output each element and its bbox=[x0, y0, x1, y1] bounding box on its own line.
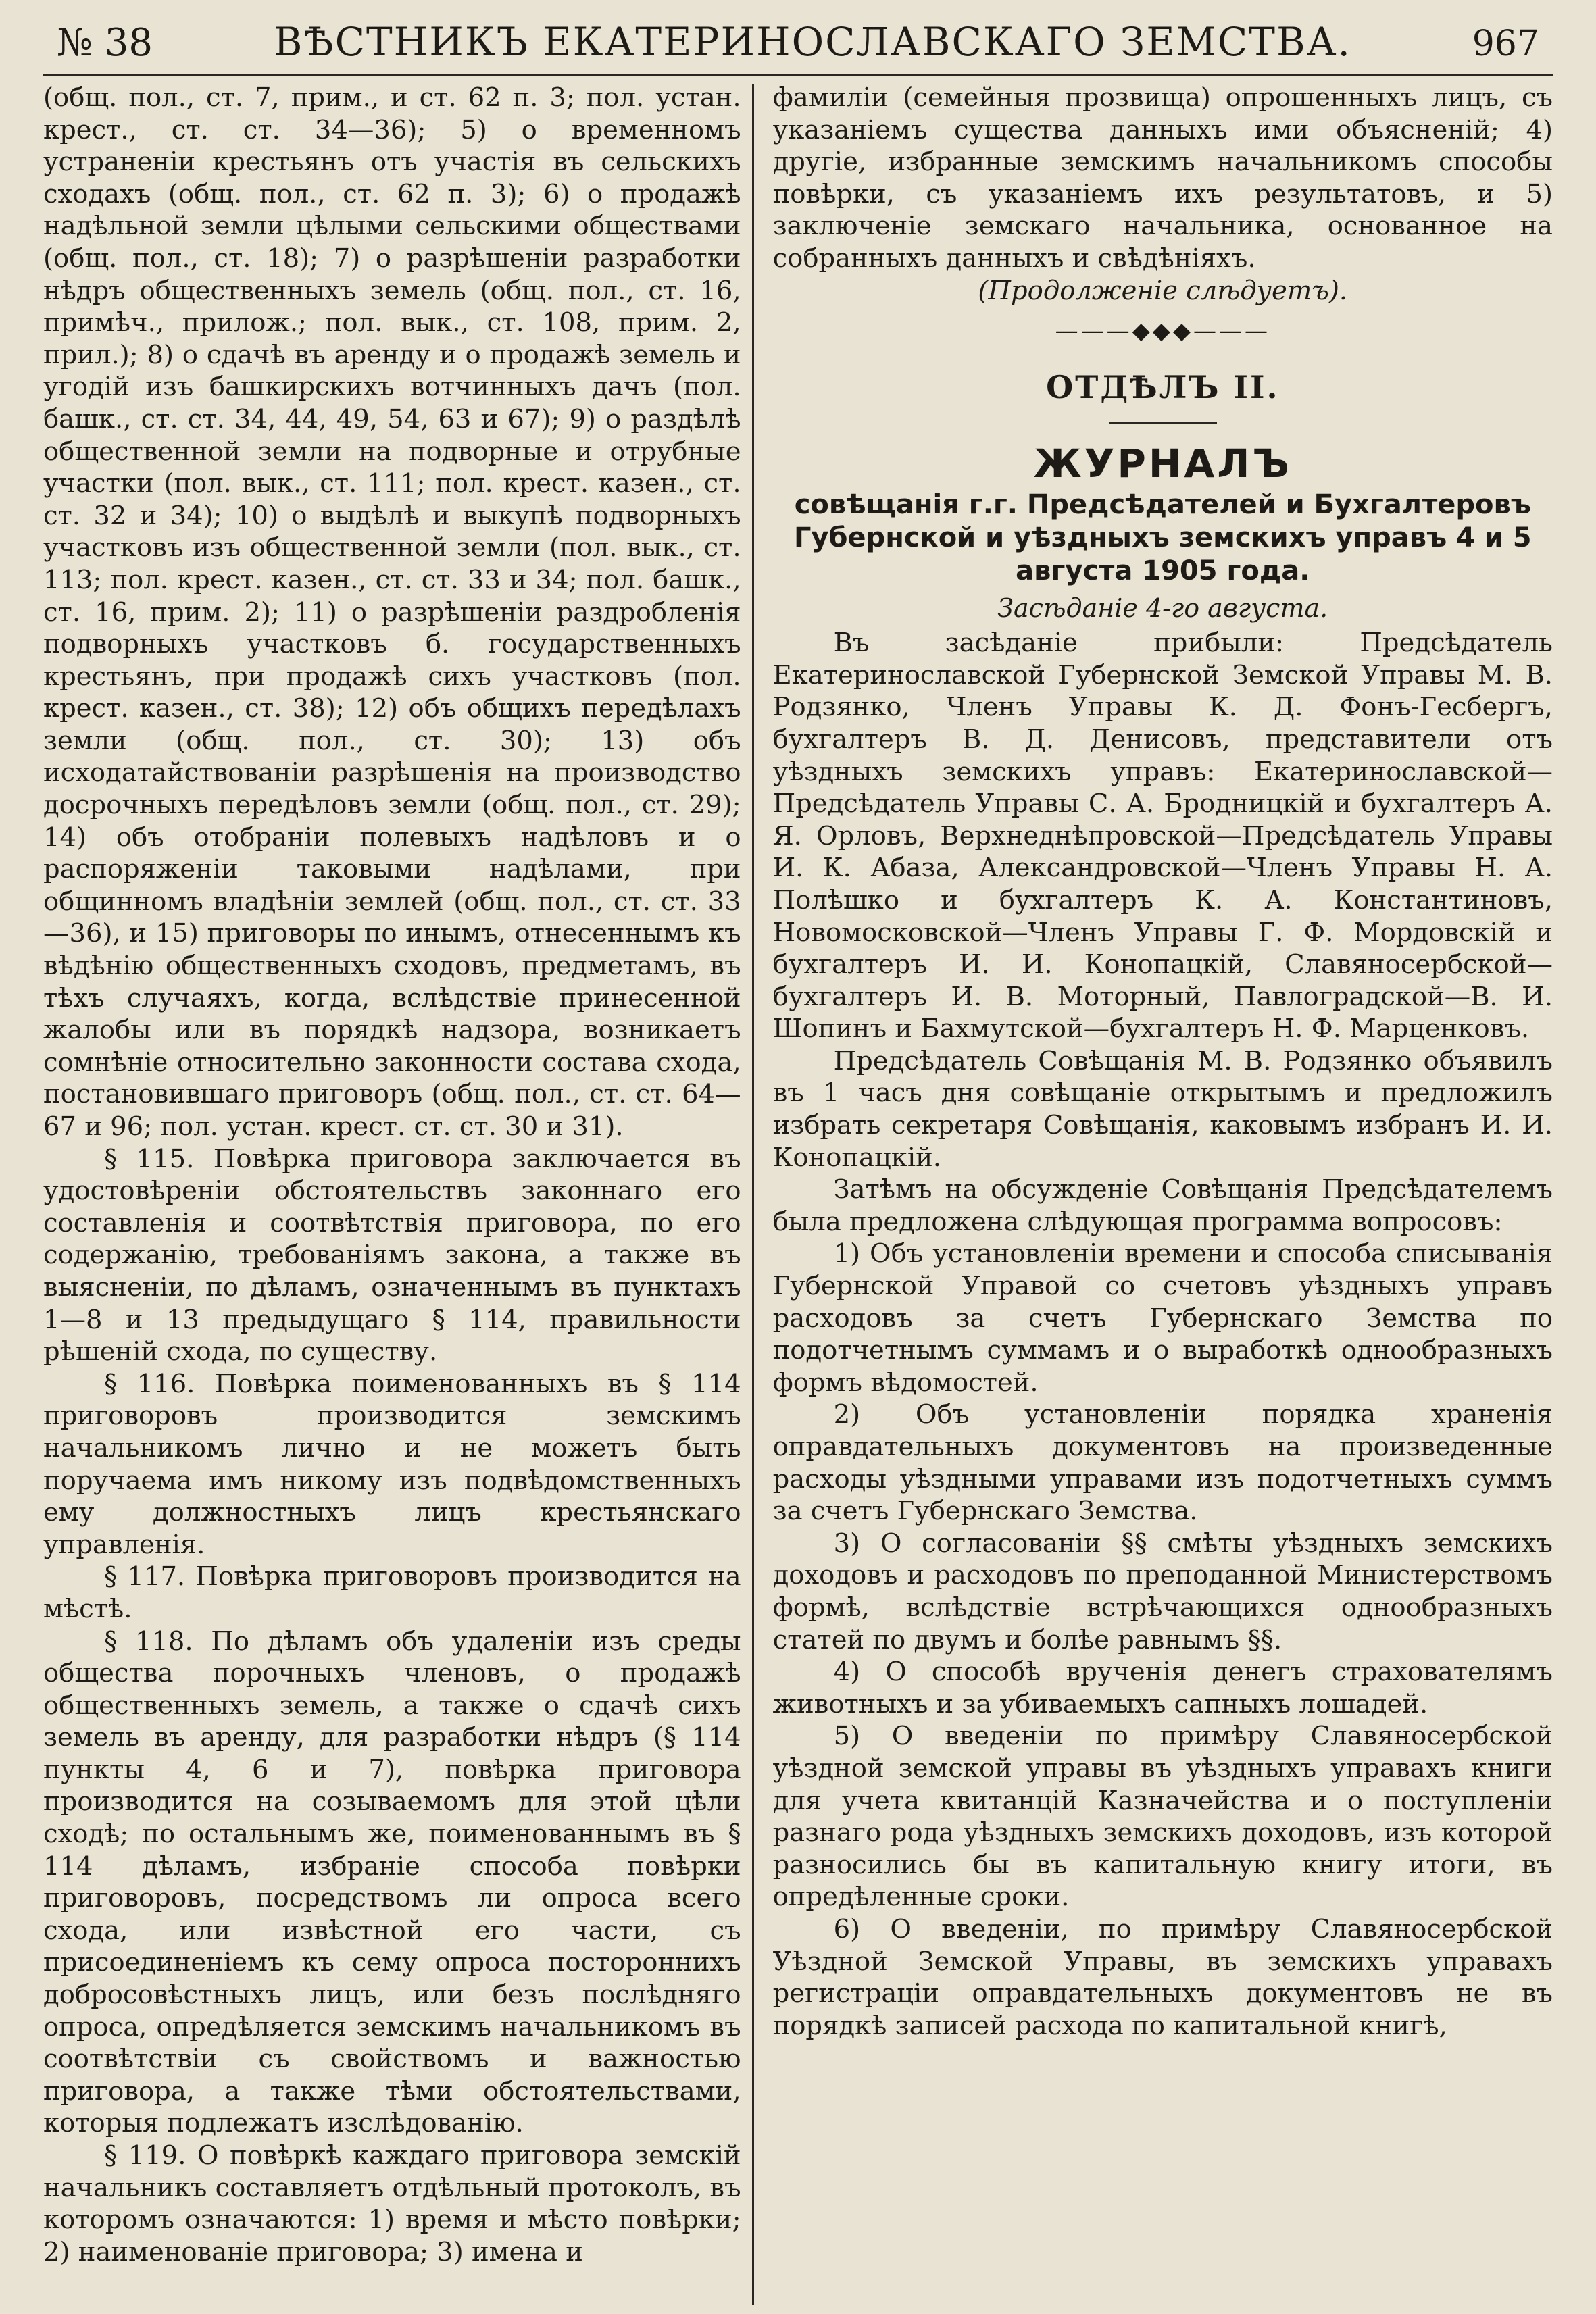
paragraph-119: § 119. О повѣркѣ каждаго приговора земскій начальникъ составляетъ отдѣльный протоколъ, въ которомъ означаются: 1) время и мѣсто повѣрки; 2) наименованіе приговора; 3) имена и bbox=[43, 2140, 741, 2267]
page-header bbox=[43, 19, 1553, 76]
paragraph-attendees: Въ засѣданіе прибыли: Предсѣдатель Екатеринославской Губернской Земской Управы М. В. Родзянко, Членъ Управы К. Д. Фонъ-Гесбергъ, бухгалтеръ В. Д. Денисовъ, представители отъ уѣздныхъ земскихъ управъ: Екатеринославской—Предсѣдатель Управы С. А. Бродницкій и бухгалтеръ А. Я. Орловъ, Верхнеднѣпровской—Предсѣдатель Управы И. К. Абаза, Александровской—Членъ Управы Н. А. Полѣшко и бухгалтеръ К. А. Константиновъ, Новомосковской—Членъ Управы Г. Ф. Мордовскій и бухгалтеръ И. И. Конопацкій, Славяносербской—бухгалтеръ И. В. Моторный, Павлоградской—В. И. Шопинъ и Бахмутской—бухгалтеръ Н. Ф. Марценковъ. bbox=[772, 628, 1553, 1045]
text-columns bbox=[43, 82, 1553, 2305]
program-item: 2) Объ установленіи порядка храненія оправдательныхъ документовъ на произведенные расходы уѣздными управами изъ подотчетныхъ суммъ за счетъ Губернскаго Земства. bbox=[772, 1399, 1553, 1527]
continuation-note: (Продолженіе слѣдуетъ). bbox=[978, 275, 1348, 306]
journal-title: ВѢСТНИКЪ ЕКАТЕРИНОСЛАВСКАГО ЗЕМСТВА. bbox=[273, 19, 1351, 65]
program-item: 4) О способѣ врученія денегъ страхователямъ животныхъ и за убиваемыхъ сапныхъ лошадей. bbox=[772, 1657, 1553, 1719]
paragraph-115: § 115. Повѣрка приговора заключается въ удостовѣреніи обстоятельствъ законнаго его составленія и соотвѣтствія приговора, по его содержанію, требованіямъ закона, а также въ выясненіи, по дѣламъ, означеннымъ въ пунктахъ 1—8 и 13 предыдущаго § 114, правильности рѣшеній схода, по существу. bbox=[43, 1143, 741, 1367]
right-column bbox=[754, 82, 1553, 2305]
paragraph: фамиліи (семейныя прозвища) опрошенныхъ лицъ, съ указаніемъ существа данныхъ ими объясненій; 4) другіе, избранные земскимъ начальникомъ способы повѣрки, съ указаніемъ ихъ результатовъ, и 5) заключеніе земскаго начальника, основанное на собранныхъ данныхъ и свѣдѣніяхъ. bbox=[772, 82, 1553, 274]
paragraph-117: § 117. Повѣрка приговоровъ производится на мѣстѣ. bbox=[43, 1561, 741, 1624]
short-rule bbox=[1109, 422, 1217, 424]
paragraph: (общ. пол., ст. 7, прим., и ст. 62 п. 3; пол. устан. крест., ст. ст. 34—36); 5) о временномъ устраненіи крестьянъ отъ участія въ сельскихъ сходахъ (общ. пол., ст. 62 п. 3); 6) о продажѣ надѣльной земли цѣлыми сельскими обществами (общ. пол., ст. 18); 7) о разрѣшеніи разработки нѣдръ общественныхъ земель (общ. пол., ст. 16, примѣч., прилож.; пол. вык., ст. 108, прим. 2, прил.); 8) о сдачѣ въ аренду и о продажѣ земель и угодій изъ башкирскихъ вотчинныхъ дачъ (пол. башк., ст. ст. 34, 44, 49, 54, 63 и 67); 9) о раздѣлѣ общественной земли на подворные и отрубные участки (пол. вык., ст. 111; пол. крест. казен., ст. ст. 32 и 34); 10) о выдѣлѣ и выкупѣ подворныхъ участковъ изъ общественной земли (пол. вык., ст. 113; пол. крест. казен., ст. ст. 33 и 34; пол. башк., ст. 16, прим. 2); 11) о разрѣшеніи раздробленія подворныхъ участковъ б. государственныхъ крестьянъ, при продажѣ сихъ участковъ (пол. крест. казен., ст. 38); 12) объ общихъ передѣлахъ земли (общ. пол., ст. 30); 13) объ исходатайствованіи разрѣшенія на производство досрочныхъ передѣловъ земли (общ. пол., ст. 29); 14) объ отобраніи полевыхъ надѣловъ и о распоряженіи таковыми надѣлами, при общинномъ владѣніи землей (общ. пол., ст. ст. 33—36), и 15) приговоры по инымъ, отнесеннымъ къ вѣдѣнію общественныхъ сходовъ, предметамъ, въ тѣхъ случаяхъ, когда, вслѣдствіе принесенной жалобы или въ порядкѣ надзора, возникаетъ сомнѣніе относительно законности состава схода, постановившаго приговоръ (общ. пол., ст. ст. 64—67 и 96; пол. устан. крест. ст. ст. 30 и 31). bbox=[43, 82, 741, 1142]
session-date: Засѣданіе 4-го августа. bbox=[997, 593, 1328, 624]
section-heading: ОТДѢЛЪ II. bbox=[1046, 369, 1280, 406]
page-number: 967 bbox=[1472, 24, 1539, 64]
paragraph-116: § 116. Повѣрка поименованныхъ въ § 114 приговоровъ производится земскимъ начальникомъ лично и не можетъ быть поручаема имъ никому изъ подвѣдомственныхъ ему должностныхъ лицъ крестьянскаго управленія. bbox=[43, 1368, 741, 1560]
program-item: 6) О введеніи, по примѣру Славяносербской Уѣздной Земской Управы, въ земскихъ управахъ регистраціи оправдательныхъ документовъ не въ порядкѣ записей расхода по капитальной книгѣ, bbox=[772, 1913, 1553, 2041]
journal-heading: ЖУРНАЛЪ bbox=[1033, 441, 1292, 487]
left-column bbox=[43, 82, 752, 2305]
ornament-divider: ———◆◆◆——— bbox=[1055, 318, 1271, 345]
paragraph-opening: Предсѣдатель Совѣщанія М. В. Родзянко объявилъ въ 1 часъ дня совѣщаніе открытымъ и предложилъ избрать секретаря Совѣщанія, каковымъ избранъ И. И. Конопацкій. bbox=[772, 1045, 1553, 1173]
program-item: 5) О введеніи по примѣру Славяносербской уѣздной земской управы въ уѣздныхъ управахъ книги для учета квитанцій Казначейства и о поступленіи разнаго рода уѣздныхъ земскихъ доходовъ, изъ которой разносились бы въ капитальную книгу итоги, въ опредѣленные сроки. bbox=[772, 1721, 1553, 1913]
paragraph-118: § 118. По дѣламъ объ удаленіи изъ среды общества порочныхъ членовъ, о продажѣ общественныхъ земель, а также о сдачѣ сихъ земель въ аренду, для разработки нѣдръ (§ 114 пункты 4, 6 и 7), повѣрка приговора производится на созываемомъ для этой цѣли сходѣ; по остальнымъ же, поименованнымъ въ § 114 дѣламъ, избраніе способа повѣрки приговоровъ, посредствомъ ли опроса всего схода, или извѣстной его части, съ присоединеніемъ къ сему опроса постороннихъ добросовѣстныхъ лицъ, или безъ послѣдняго опроса, опредѣляется земскимъ начальникомъ въ соотвѣтствіи съ свойствомъ и важностью приговора, а также тѣми обстоятельствами, которыя подлежатъ изслѣдованію. bbox=[43, 1626, 741, 2139]
program-item: 1) Объ установленіи времени и способа списыванія Губернской Управой со счетовъ уѣздныхъ управъ расходовъ за счетъ Губернскаго Земства по подотчетнымъ суммамъ и о выработкѣ однообразныхъ формъ вѣдомостей. bbox=[772, 1238, 1553, 1398]
journal-subtitle: совѣщанія г.г. Предсѣдателей и Бухгалтеровъ Губернской и уѣздныхъ земскихъ управъ 4 и 5 августа 1905 года. bbox=[793, 489, 1532, 587]
paragraph-program: Затѣмъ на обсужденіе Совѣщанія Предсѣдателемъ была предложена слѣдующая программа вопросовъ: bbox=[772, 1174, 1553, 1237]
program-item: 3) О согласованіи §§ смѣты уѣздныхъ земскихъ доходовъ и расходовъ по преподанной Министерствомъ формѣ, вслѣдствіе встрѣчающихся однообразныхъ статей по двумъ и болѣе равнымъ §§. bbox=[772, 1528, 1553, 1655]
issue-number: № 38 bbox=[57, 21, 153, 65]
